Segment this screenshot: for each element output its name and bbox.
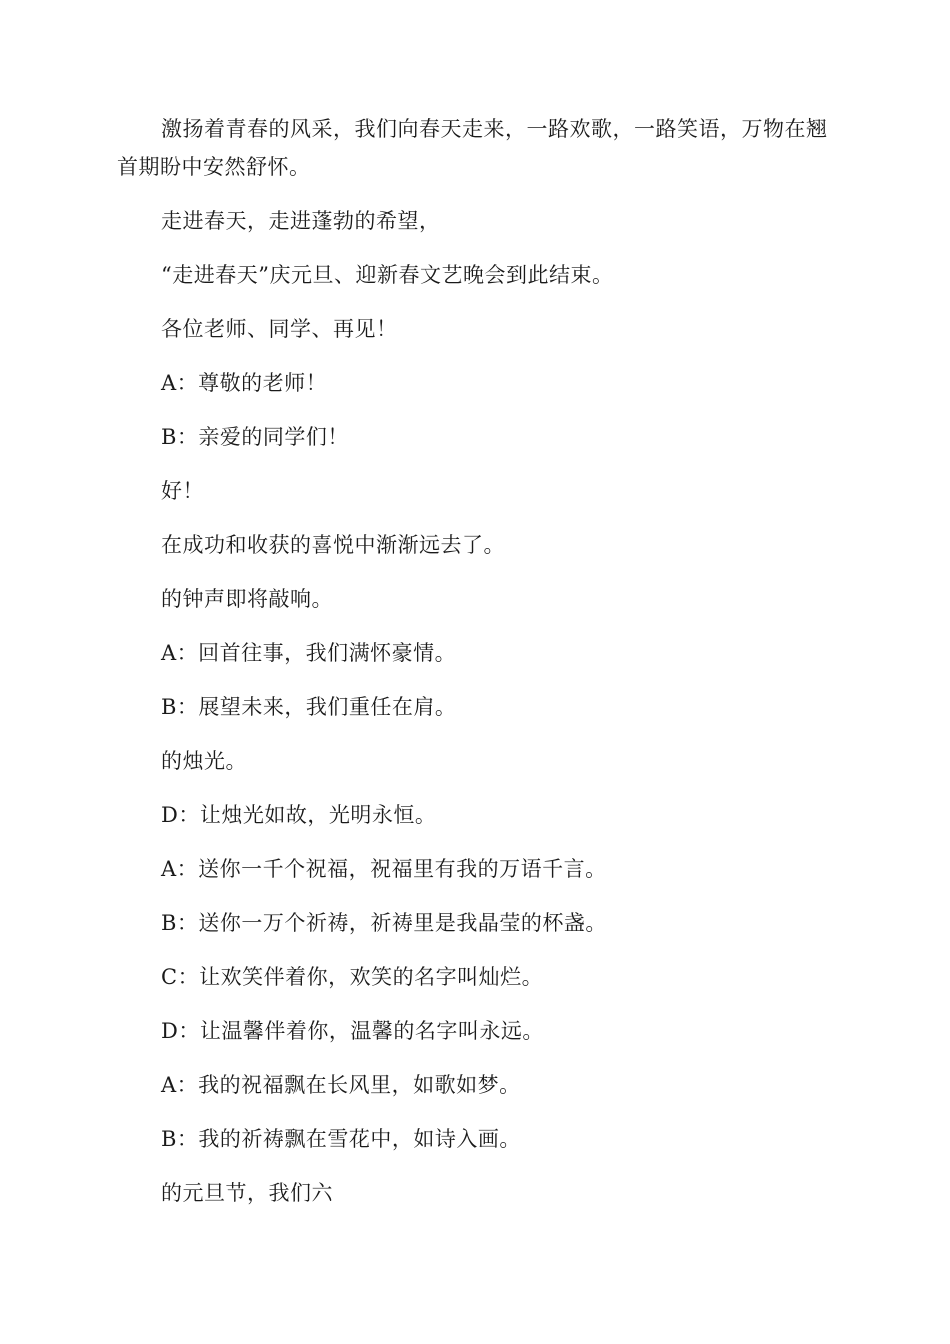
paragraph: D：让温馨伴着你，温馨的名字叫永远。: [161, 1019, 544, 1043]
paragraph: “走进春天”庆元旦、迎新春文艺晚会到此结束。: [161, 263, 614, 287]
document-body: [117, 110, 833, 1228]
paragraph: 走进春天，走进蓬勃的希望，: [161, 209, 441, 233]
paragraph: B：展望未来，我们重任在肩。: [161, 695, 457, 719]
paragraph: A：我的祝福飘在长风里，如歌如梦。: [161, 1073, 521, 1097]
paragraph: A：回首往事，我们满怀豪情。: [161, 641, 457, 665]
paragraph: 的烛光。: [161, 749, 247, 773]
paragraph: B：亲爱的同学们！: [161, 425, 349, 449]
paragraph: D：让烛光如故，光明永恒。: [161, 803, 437, 827]
paragraph: B：我的祈祷飘在雪花中，如诗入画。: [161, 1127, 521, 1151]
paragraph: 的元旦节，我们六: [161, 1181, 333, 1205]
paragraph: 激扬着青春的风采，我们向春天走来，一路欢歌，一路笑语，万物在翘首期盼中安然舒怀。: [117, 117, 828, 179]
paragraph: 在成功和收获的喜悦中渐渐远去了。: [161, 533, 505, 557]
paragraph: 好！: [161, 479, 204, 503]
paragraph: B：送你一万个祈祷，祈祷里是我晶莹的杯盏。: [161, 911, 607, 935]
paragraph: 的钟声即将敲响。: [161, 587, 333, 611]
paragraph: A：尊敬的老师！: [161, 371, 328, 395]
paragraph: C：让欢笑伴着你，欢笑的名字叫灿烂。: [161, 965, 544, 989]
paragraph: A：送你一千个祝福，祝福里有我的万语千言。: [161, 857, 607, 881]
paragraph: 各位老师、同学、再见！: [161, 317, 398, 341]
